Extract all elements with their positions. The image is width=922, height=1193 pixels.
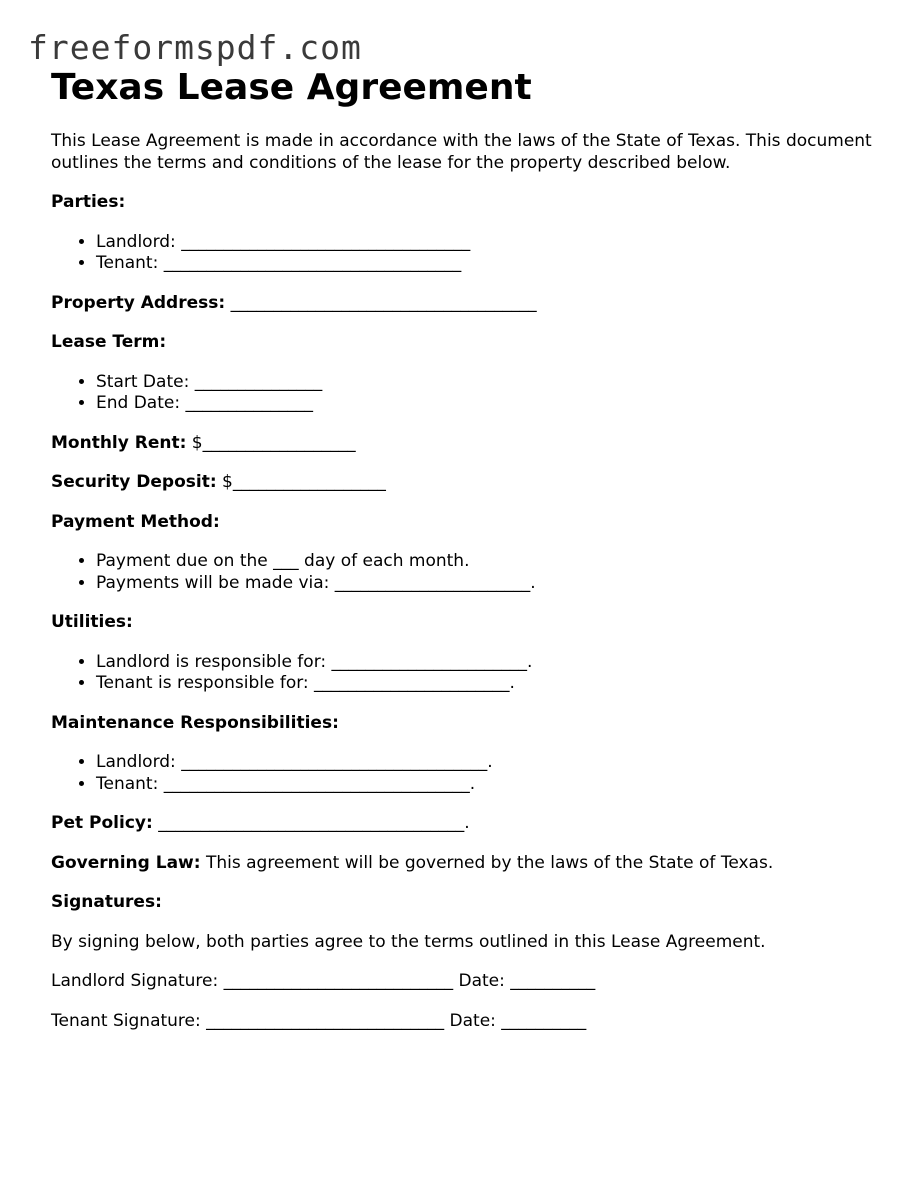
property-address-line bbox=[51, 293, 891, 315]
pet-policy-blank: ____________________________________. bbox=[152, 813, 470, 833]
tenant-signature-line: Tenant Signature: ____________________________ Date: __________ bbox=[51, 1010, 587, 1031]
governing-law-label: Governing Law: bbox=[51, 852, 201, 873]
list-item: • Landlord: __________________________________ bbox=[96, 232, 891, 254]
document-title: Texas Lease Agreement bbox=[51, 67, 532, 108]
maintenance-list bbox=[51, 752, 891, 795]
intro-paragraph: This Lease Agreement is made in accordance with the laws of the State of Texas. This document outlines the terms and conditions of the lease for the property described below. bbox=[51, 131, 872, 173]
utilities-heading: Utilities: bbox=[51, 612, 133, 632]
governing-law-line bbox=[51, 853, 891, 875]
payment-method-heading: Payment Method: bbox=[51, 511, 220, 532]
pet-policy-label: Pet Policy: bbox=[51, 813, 153, 833]
parties-list bbox=[51, 232, 891, 275]
maintenance-heading: Maintenance Responsibilities: bbox=[51, 712, 339, 733]
lease-term-heading: Lease Term: bbox=[51, 332, 167, 352]
landlord-signature-line: Landlord Signature: ___________________________ Date: __________ bbox=[51, 971, 596, 991]
pet-policy-line bbox=[51, 813, 891, 835]
document-page bbox=[51, 64, 891, 1050]
signatures-statement: By signing below, both parties agree to the terms outlined in this Lease Agreement. bbox=[51, 931, 766, 952]
list-item: • Tenant is responsible for: _______________________. bbox=[96, 673, 891, 695]
monthly-rent-label: Monthly Rent: bbox=[51, 432, 187, 453]
list-item: • Payment due on the ___ day of each month. bbox=[96, 551, 891, 573]
property-address-blank: ____________________________________ bbox=[225, 292, 537, 313]
signatures-heading: Signatures: bbox=[51, 892, 162, 912]
utilities-list bbox=[51, 652, 891, 695]
list-item: • Tenant: ___________________________________ bbox=[96, 253, 891, 275]
property-address-label: Property Address: bbox=[51, 292, 226, 313]
security-deposit-line bbox=[51, 472, 891, 494]
monthly-rent-blank: $__________________ bbox=[186, 432, 356, 453]
list-item: • Payments will be made via: _______________________. bbox=[96, 573, 891, 595]
list-item: • Landlord is responsible for: _______________________. bbox=[96, 652, 891, 674]
payment-method-list bbox=[51, 551, 891, 594]
governing-law-text: This agreement will be governed by the laws of the State of Texas. bbox=[200, 852, 774, 873]
list-item: • Tenant: ____________________________________. bbox=[96, 774, 891, 796]
list-item: • Landlord: ____________________________________. bbox=[96, 752, 891, 774]
lease-term-list bbox=[51, 372, 891, 415]
security-deposit-label: Security Deposit: bbox=[51, 472, 217, 492]
list-item: • Start Date: _______________ bbox=[96, 372, 891, 394]
parties-heading: Parties: bbox=[51, 192, 126, 212]
monthly-rent-line bbox=[51, 433, 891, 455]
watermark: freeformspdf.com bbox=[28, 28, 362, 67]
list-item: • End Date: _______________ bbox=[96, 393, 891, 415]
security-deposit-blank: $__________________ bbox=[216, 472, 386, 492]
